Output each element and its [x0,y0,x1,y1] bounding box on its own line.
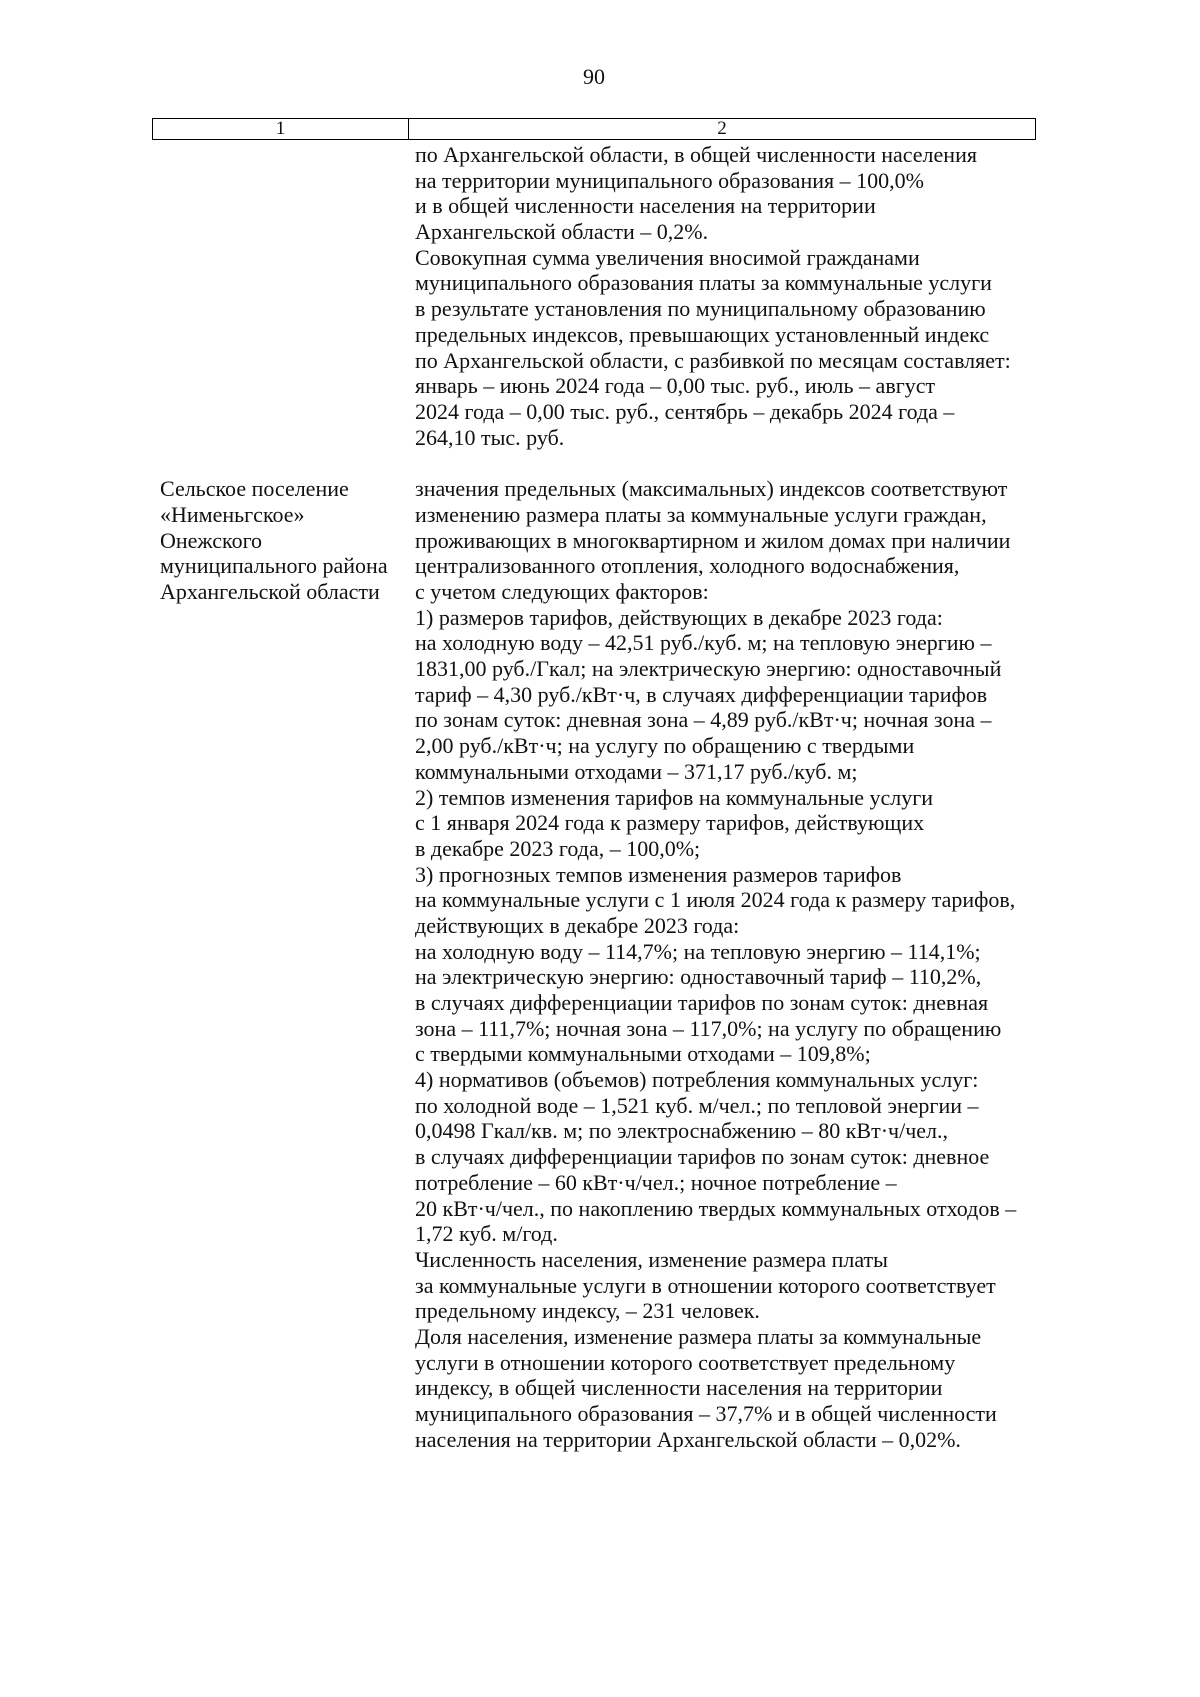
text-line: потребление – 60 кВт·ч/чел.; ночное потребление – [415,1169,897,1195]
text-line: «Нименьгское» [160,501,305,527]
text-line: изменению размера платы за коммунальные услуги граждан, [415,501,987,527]
table-row-1 [152,142,1036,450]
text-line: муниципального образования платы за коммунальные услуги [415,270,992,296]
text-line: в случаях дифференциации тарифов по зонам суток: дневная [415,990,989,1015]
text-line: Архангельской области – 0,2%. [415,219,709,245]
text-line: 0,0498 Гкал/кв. м; по электроснабжению – 80 кВт·ч/чел., [415,1118,949,1144]
text-line: по холодной воде – 1,521 куб. м/чел.; по тепловой энергии – [415,1092,979,1118]
text-line: на электрическую энергию: одноставочный тариф – 110,2%, [415,964,982,990]
text-line: за коммунальные услуги в отношении которого соответствует [415,1272,996,1298]
text-line: на холодную воду – 42,51 руб./куб. м; на тепловую энергию – [415,630,992,656]
text-line: 2,00 руб./кВт·ч; на услугу по обращению с твердыми [415,733,915,759]
text-line: тариф – 4,30 руб./кВт·ч, в случаях дифференциации тарифов [415,681,988,707]
table-header [152,118,1036,140]
text-line: в декабре 2023 года, – 100,0%; [415,835,701,861]
document-table [152,118,1036,1452]
text-line: предельных индексов, превышающих установленный индекс [415,321,990,347]
text-line: Совокупная сумма увеличения вносимой гражданами [415,244,920,270]
text-line: Численность населения, изменение размера платы [415,1246,888,1272]
text-line: услуги в отношении которого соответствует предельному [415,1349,956,1375]
text-line: январь – июнь 2024 года – 0,00 тыс. руб., июль – август [415,373,936,399]
table-row-2 [152,476,1036,1452]
text-line: с учетом следующих факторов: [415,579,709,604]
text-line: Сельское поселение [160,476,349,502]
header-cell-column-1: 1 [153,119,409,139]
text-line: зона – 111,7%; ночная зона – 117,0%; на услугу по обращению [415,1015,1002,1041]
row-1-column-2-cell [408,142,1036,450]
text-line: с твердыми коммунальными отходами – 109,8%; [415,1041,871,1067]
text-line: 1) размеров тарифов, действующих в декабре 2023 года: [415,604,943,630]
text-line: 3) прогнозных темпов изменения размеров тарифов [415,861,902,887]
text-line: 1,72 куб. м/год. [415,1221,558,1247]
row-2-description-cell [408,476,1036,1452]
text-line: проживающих в многоквартирном и жилом домах при наличии [415,527,1011,553]
text-line: коммунальными отходами – 371,17 руб./куб. м; [415,758,858,784]
text-line: муниципального района [160,553,388,579]
text-line: 2024 года – 0,00 тыс. руб., сентябрь – декабрь 2024 года – [415,398,955,424]
text-line: индексу, в общей численности населения на территории [415,1375,943,1401]
text-line: и в общей численности населения на территории [415,193,876,219]
text-line: предельному индексу, – 231 человек. [415,1298,760,1324]
text-line: населения на территории Архангельской области – 0,02%. [415,1426,961,1452]
text-line: действующих в декабре 2023 года: [415,912,740,938]
text-line: значения предельных (максимальных) индексов соответствуют [415,476,1008,502]
text-line: централизованного отопления, холодного водоснабжения, [415,553,960,579]
text-line: в результате установления по муниципальному образованию [415,296,986,322]
text-line: Доля населения, изменение размера платы за коммунальные [415,1323,982,1349]
text-line: Архангельской области [160,579,380,604]
text-line: по Архангельской области, с разбивкой по месяцам составляет: [415,347,1011,373]
text-line: Онежского [160,527,263,553]
text-line: на холодную воду – 114,7%; на тепловую энергию – 114,1%; [415,938,981,964]
page-number: 90 [583,64,605,89]
text-line: по зонам суток: дневная зона – 4,89 руб./кВт·ч; ночная зона – [415,707,992,733]
text-line: 264,10 тыс. руб. [415,424,565,450]
row-2-municipality-name-cell [152,476,408,1452]
header-cell-column-2: 2 [717,118,727,139]
text-line: на коммунальные услуги с 1 июля 2024 года к размеру тарифов, [415,887,1016,913]
row-1-column-1-cell [152,142,408,450]
text-line: 2) темпов изменения тарифов на коммунальные услуги [415,784,934,810]
text-line: 1831,00 руб./Гкал; на электрическую энергию: одноставочный [415,656,1002,682]
text-line: муниципального образования – 37,7% и в общей численности [415,1401,997,1426]
text-line: с 1 января 2024 года к размеру тарифов, действующих [415,810,925,836]
text-line: в случаях дифференциации тарифов по зонам суток: дневное [415,1144,990,1170]
text-line: по Архангельской области, в общей численности населения [415,142,977,167]
text-line: 20 кВт·ч/чел., по накоплению твердых коммунальных отходов – [415,1195,1017,1221]
text-line: на территории муниципального образования – 100,0% [415,167,924,193]
text-line: 4) нормативов (объемов) потребления коммунальных услуг: [415,1067,979,1093]
